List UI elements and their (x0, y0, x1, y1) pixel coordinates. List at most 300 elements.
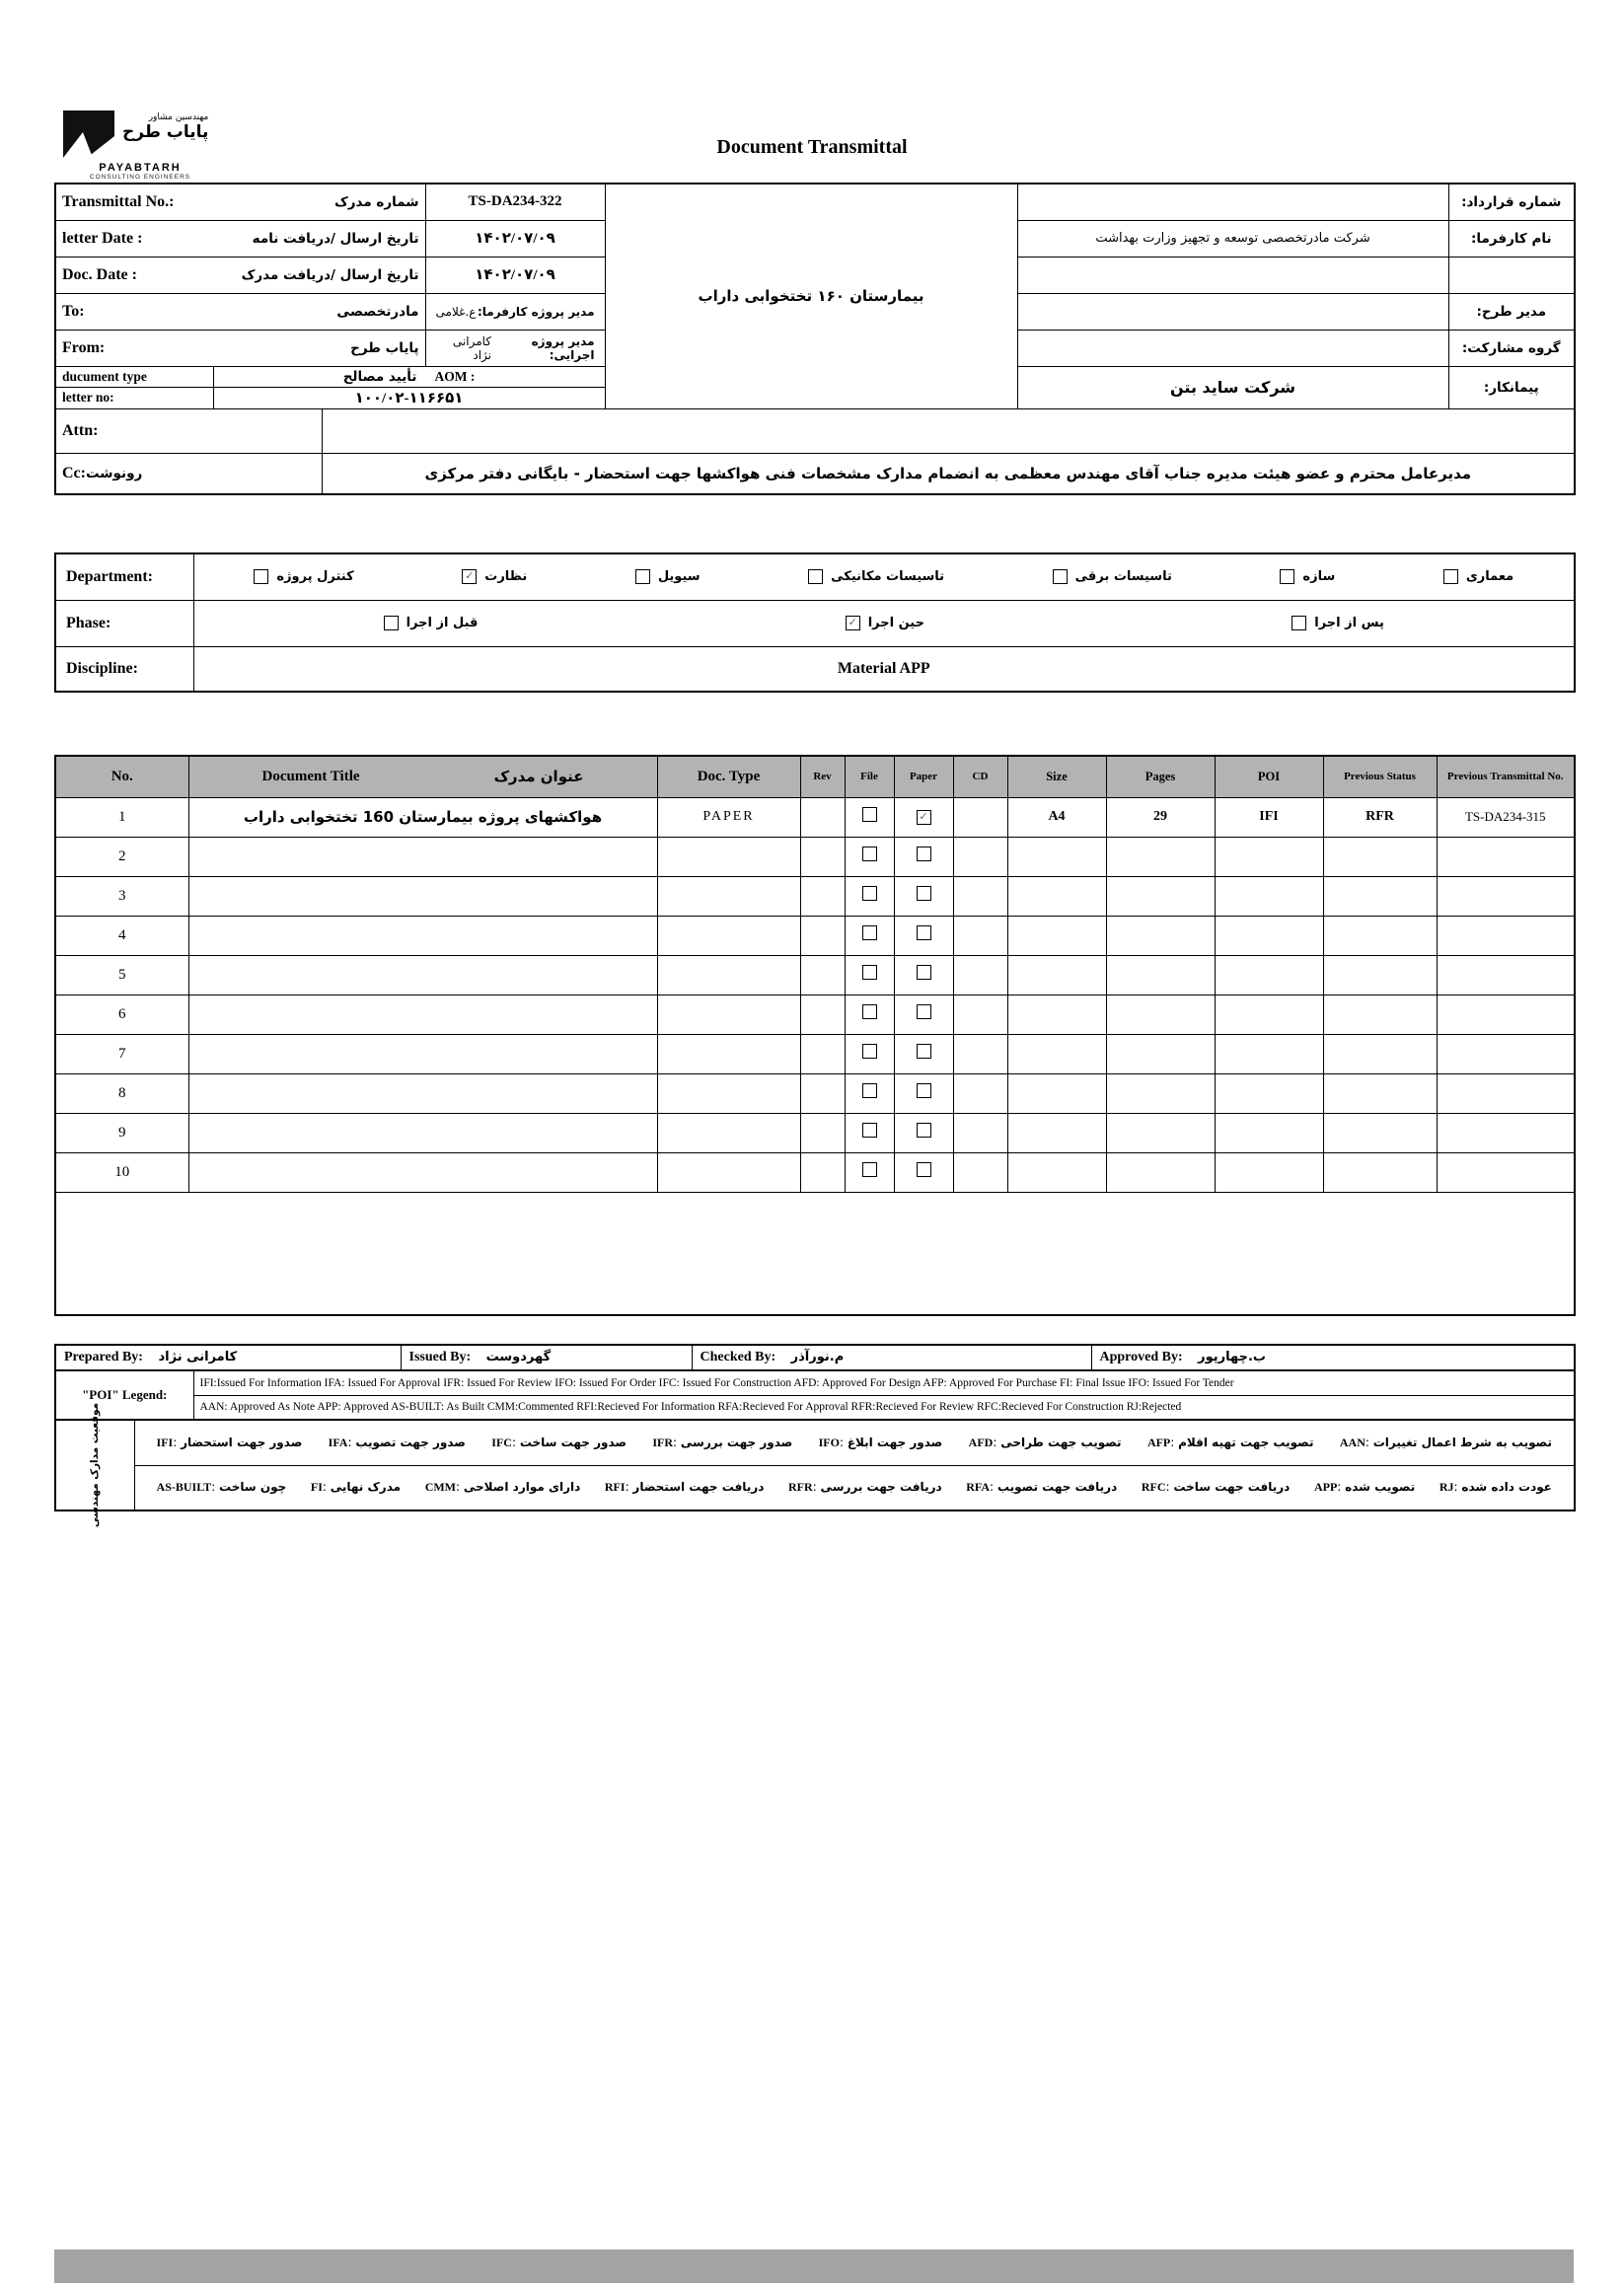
legend-entry-abbr: FI (310, 1480, 323, 1495)
row-pages (1106, 1034, 1215, 1073)
transmittal-no-value: TS-DA234-322 (425, 184, 605, 220)
legend-entry-abbr: RFC (1141, 1480, 1166, 1495)
attn-label: Attn: (55, 408, 322, 453)
contract-no-label: شماره قرارداد: (1448, 184, 1575, 220)
logo-company-fa: پایاب طرح (122, 122, 209, 142)
cc-label-en: Cc: (62, 464, 86, 481)
row-title (188, 1034, 657, 1073)
paper-checkbox[interactable] (917, 1044, 931, 1059)
col-header-poi: POI (1215, 756, 1323, 797)
checked-by-label: Checked By: (700, 1350, 776, 1364)
department-option (1280, 569, 1335, 584)
row-prev-transmittal (1437, 916, 1575, 955)
letter-date-label-fa: تاریخ ارسال /دریافت نامه (252, 230, 419, 247)
issued-by-value: گهردوست (485, 1350, 552, 1364)
logo-tagline-fa: مهندسین مشاور (148, 112, 209, 122)
approved-by-cell (1091, 1345, 1575, 1370)
legend-entry-desc: تصویب جهت تهیه اقلام (1178, 1435, 1314, 1449)
issued-by-label: Issued By: (408, 1350, 472, 1364)
to-value: مادرتخصصی (336, 303, 419, 320)
legend-entry: دریافت جهت تصویب :RFA (966, 1480, 1118, 1495)
signoff-table (54, 1344, 1576, 1371)
row-poi (1215, 1034, 1323, 1073)
row-prev-transmittal: TS-DA234-315 (1437, 797, 1575, 837)
legend-entry: دریافت جهت استحضار :RFI (604, 1480, 765, 1495)
attn-value-cell (322, 408, 1575, 453)
row-paper-cell (894, 1073, 953, 1113)
row-file-cell (845, 837, 894, 876)
department-label: Department: (55, 553, 193, 600)
phase-option (384, 616, 479, 630)
table-row (55, 837, 1575, 876)
row-no: 9 (55, 1113, 188, 1152)
department-option-checkbox[interactable] (1053, 569, 1068, 584)
row-title (188, 955, 657, 995)
row-title (188, 876, 657, 916)
row-size: A4 (1007, 797, 1106, 837)
legend-entry-desc: دارای موارد اصلاحی (463, 1480, 581, 1495)
row-poi (1215, 955, 1323, 995)
row-title (188, 916, 657, 955)
approved-by-label: Approved By: (1099, 1350, 1183, 1364)
row-title (188, 1113, 657, 1152)
row-title (188, 837, 657, 876)
legend-entry: تصویب شده :APP (1313, 1480, 1416, 1495)
legend-entry-desc: تصویب شده (1345, 1480, 1416, 1495)
doc-date-label-cell (55, 257, 425, 293)
department-option (1443, 569, 1513, 584)
legend-entry: دریافت جهت بررسی :RFR (788, 1480, 942, 1495)
discipline-label: Discipline: (55, 646, 193, 692)
table-row (55, 916, 1575, 955)
row-file-cell (845, 1113, 894, 1152)
row-paper-cell (894, 1113, 953, 1152)
poi-legend-table (54, 1369, 1576, 1421)
legend-entry: صدور جهت استحضار :IFI (156, 1435, 303, 1449)
transmittal-no-label-fa: شماره مدرک (333, 193, 419, 210)
client-pm-cell (425, 293, 605, 330)
partnership-group-label: گروه مشارکت: (1448, 330, 1575, 366)
department-options (200, 569, 1569, 584)
legend-entry: دارای موارد اصلاحی :CMM (424, 1480, 581, 1495)
col-header-doc-type: Doc. Type (657, 756, 800, 797)
row-no: 8 (55, 1073, 188, 1113)
cc-value: مدیرعامل محترم و عضو هیئت مدیره جناب آقای مهندس معظمی به انضمام مدارک مشخصات فنی هواکشها جهت استحضار - بایگانی دفتر مرکزی (322, 453, 1575, 494)
legend-entry-desc: تصویب به شرط اعمال تغییرات (1372, 1435, 1552, 1449)
row-rev (800, 1034, 845, 1073)
row-poi (1215, 995, 1323, 1034)
row-pages: 29 (1106, 797, 1215, 837)
department-option (254, 569, 353, 584)
paper-checkbox[interactable] (917, 1083, 931, 1098)
classification-table (54, 553, 1576, 693)
row-no: 10 (55, 1152, 188, 1192)
contract-no-value-cell (1017, 184, 1448, 220)
row-prev-transmittal (1437, 1034, 1575, 1073)
logo-company-en: PAYABTARH (99, 162, 182, 174)
row-size (1007, 1073, 1106, 1113)
col-header-title (188, 756, 657, 797)
phase-option-label: پس از اجرا (1314, 616, 1384, 630)
legend-entry: دریافت جهت ساخت :RFC (1141, 1480, 1291, 1495)
from-cell (55, 330, 425, 366)
row-cd (953, 876, 1007, 916)
department-option (808, 569, 944, 584)
row-no: 3 (55, 876, 188, 916)
document-type-label: ducument type (55, 366, 213, 387)
row-rev (800, 1073, 845, 1113)
legend-entry: تصویب جهت طراحی :AFD (968, 1435, 1122, 1449)
letter-date-label-cell (55, 220, 425, 257)
fa-legend-line1 (141, 1436, 1569, 1450)
department-option-label: سازه (1302, 569, 1336, 585)
row-cd (953, 995, 1007, 1034)
legend-entry-desc: دریافت جهت بررسی (820, 1480, 942, 1495)
row-pages (1106, 837, 1215, 876)
department-option-checkbox[interactable] (808, 569, 823, 584)
paper-checkbox[interactable] (917, 1004, 931, 1019)
table-row (55, 1152, 1575, 1192)
paper-checkbox[interactable]: ✓ (917, 810, 931, 825)
legend-entry-desc: عودت داده شده (1461, 1480, 1552, 1495)
department-option-label: کنترل پروژه (276, 569, 354, 585)
row-paper-cell (894, 995, 953, 1034)
department-option (635, 569, 701, 584)
department-option-checkbox[interactable] (1280, 569, 1294, 584)
paper-checkbox[interactable] (917, 965, 931, 980)
row-prev-transmittal (1437, 876, 1575, 916)
row-doc-type: PAPER (657, 797, 800, 837)
department-option (462, 569, 527, 584)
row-rev (800, 797, 845, 837)
checked-by-cell (692, 1345, 1091, 1370)
row-doc-type (657, 1113, 800, 1152)
legend-entry: چون ساخت :AS-BUILT (156, 1480, 287, 1495)
paper-checkbox[interactable] (917, 847, 931, 861)
row-paper-cell (894, 797, 953, 837)
department-option-checkbox[interactable] (1443, 569, 1458, 584)
doc-date-value: ۱۴۰۲/۰۷/۰۹ (425, 257, 605, 293)
row-file-cell (845, 876, 894, 916)
doc-date-label-fa: تاریخ ارسال /دریافت مدرک (241, 266, 419, 283)
empty-table-area (55, 1192, 1575, 1315)
table-row (55, 1034, 1575, 1073)
row-paper-cell (894, 837, 953, 876)
col-header-no: No. (55, 756, 188, 797)
prepared-by-cell (55, 1345, 401, 1370)
legend-entry-desc: تصویب جهت طراحی (1000, 1435, 1122, 1449)
checked-by-value: م.نورآذر (790, 1350, 845, 1364)
legend-entry-abbr: RFR (788, 1480, 813, 1495)
row-prev-transmittal (1437, 1113, 1575, 1152)
phase-label: Phase: (55, 600, 193, 646)
row-paper-cell (894, 1152, 953, 1192)
legend-entry-abbr: IFI (156, 1435, 174, 1449)
exec-pm-label: مدیر پروژه اجرایی: (531, 333, 595, 362)
issued-by-cell (401, 1345, 692, 1370)
exec-pm-value: کامرانی نژاد (452, 333, 492, 362)
row-paper-cell (894, 1034, 953, 1073)
row-rev (800, 995, 845, 1034)
row-prev-status (1323, 1113, 1437, 1152)
file-checkbox[interactable] (862, 1123, 877, 1138)
department-option-checkbox[interactable]: ✓ (462, 569, 477, 584)
legend-entry-abbr: RJ (1439, 1480, 1454, 1495)
fa-legend-line1-cell (134, 1420, 1575, 1465)
row-prev-transmittal (1437, 1152, 1575, 1192)
row-prev-status (1323, 1034, 1437, 1073)
legend-entry-desc: دریافت جهت استحضار (632, 1480, 765, 1495)
paper-checkbox[interactable] (917, 1162, 931, 1177)
to-cell (55, 293, 425, 330)
col-header-prev-status: Previous Status (1323, 756, 1437, 797)
row-no: 1 (55, 797, 188, 837)
row-poi (1215, 1152, 1323, 1192)
department-option-label: تاسیسات مکانیکی (831, 569, 945, 585)
phase-option (846, 616, 924, 630)
letter-date-label-en: letter Date : (62, 229, 143, 247)
poi-legend-line2: AAN: Approved As Note APP: Approved AS-BUILT: As Built CMM:Commented RFI:Recieved For Information RFA:Recieved For Approval RFR:Recieved For Review RFC:Recieved For Construction RJ:Rejected (193, 1395, 1575, 1420)
row-doc-type (657, 1034, 800, 1073)
row-size (1007, 837, 1106, 876)
file-checkbox[interactable] (862, 807, 877, 822)
paper-checkbox[interactable] (917, 1123, 931, 1138)
contractor-value: شرکت ساید بتن (1017, 366, 1448, 408)
row-title (188, 1073, 657, 1113)
legend-entry-abbr: IFO (818, 1435, 840, 1449)
row-no: 4 (55, 916, 188, 955)
row-prev-status: RFR (1323, 797, 1437, 837)
row-doc-type (657, 1152, 800, 1192)
file-checkbox[interactable] (862, 1004, 877, 1019)
col-header-prev-transmittal: Previous Transmittal No. (1437, 756, 1575, 797)
row-cd (953, 797, 1007, 837)
to-label: To: (62, 302, 85, 320)
col-header-file: File (845, 756, 894, 797)
phase-options (200, 616, 1569, 630)
from-value: پایاب طرح (350, 339, 419, 356)
legend-entry: صدور جهت ساخت :IFC (491, 1435, 627, 1449)
legend-entry-abbr: CMM (424, 1480, 457, 1495)
fa-legend-side-label: موقعیت مدارک مهندسی (89, 1402, 102, 1528)
row-poi (1215, 1113, 1323, 1152)
client-name-label: نام کارفرما: (1448, 220, 1575, 257)
doc-date-label-en: Doc. Date : (62, 265, 137, 283)
file-checkbox[interactable] (862, 1162, 877, 1177)
row-pages (1106, 876, 1215, 916)
phase-option-checkbox[interactable] (384, 616, 399, 630)
legend-entry-desc: صدور جهت ساخت (519, 1435, 627, 1449)
row-rev (800, 955, 845, 995)
row-rev (800, 1152, 845, 1192)
phase-option (1292, 616, 1384, 630)
row-file-cell (845, 1152, 894, 1192)
legend-entry-desc: صدور جهت تصویب (355, 1435, 466, 1449)
page-title: Document Transmittal (716, 136, 908, 158)
row-cd (953, 916, 1007, 955)
row-paper-cell (894, 876, 953, 916)
contractor-label: پیمانکار: (1448, 366, 1575, 408)
legend-entry-abbr: RFI (604, 1480, 626, 1495)
legend-entry-abbr: AS-BUILT (156, 1480, 212, 1495)
legend-entry: صدور جهت بررسی :IFR (652, 1435, 793, 1449)
legend-entry: تصویب به شرط اعمال تغییرات :AAN (1339, 1435, 1552, 1449)
row-file-cell (845, 916, 894, 955)
row-size (1007, 916, 1106, 955)
row-prev-status (1323, 916, 1437, 955)
transmittal-no-label-cell (55, 184, 425, 220)
legend-entry-desc: مدرک نهایی (330, 1480, 402, 1495)
legend-entry-abbr: IFC (491, 1435, 512, 1449)
client-name-value: شرکت مادرتخصصی توسعه و تجهیز وزارت بهداشت (1017, 220, 1448, 257)
col-header-size: Size (1007, 756, 1106, 797)
poi-legend-label: "POI" Legend: (55, 1370, 193, 1420)
legend-entry: صدور جهت ابلاغ :IFO (818, 1435, 943, 1449)
row-size (1007, 1152, 1106, 1192)
row-size (1007, 1034, 1106, 1073)
legend-entry: تصویب جهت تهیه اقلام :AFP (1146, 1435, 1314, 1449)
empty-cell (1017, 257, 1448, 293)
legend-entry-desc: دریافت جهت تصویب (997, 1480, 1118, 1495)
row-size (1007, 995, 1106, 1034)
row-no: 5 (55, 955, 188, 995)
department-option-checkbox[interactable] (635, 569, 650, 584)
cc-label-fa: رونوشت (85, 465, 143, 481)
row-doc-type (657, 876, 800, 916)
row-title: هواکشهای پروژه بیمارستان 160 تختخوابی داراب (188, 797, 657, 837)
letter-no-value: ۱۰۰/۰۲-۱۱۶۶۵۱ (213, 387, 605, 408)
document-type-value-en: AOM : (434, 368, 476, 384)
prepared-by-value: کامرانی نژاد (158, 1350, 238, 1364)
row-prev-status (1323, 876, 1437, 916)
col-header-rev: Rev (800, 756, 845, 797)
legend-entry-desc: صدور جهت ابلاغ (847, 1435, 943, 1449)
row-file-cell (845, 797, 894, 837)
department-option-label: سیویل (657, 569, 701, 585)
department-option-label: نظارت (484, 569, 528, 585)
client-pm-label: مدیر پروژه کارفرما: (477, 304, 595, 319)
fa-legend-side-label-cell (55, 1402, 134, 1528)
file-checkbox[interactable] (862, 847, 877, 861)
fa-legend-line2 (141, 1480, 1569, 1495)
legend-entry-abbr: AAN (1339, 1435, 1366, 1449)
row-prev-transmittal (1437, 1073, 1575, 1113)
table-row (55, 955, 1575, 995)
row-poi (1215, 876, 1323, 916)
table-row (55, 1113, 1575, 1152)
row-cd (953, 955, 1007, 995)
row-pages (1106, 916, 1215, 955)
exec-pm-cell (425, 330, 605, 366)
row-doc-type (657, 995, 800, 1034)
row-rev (800, 1113, 845, 1152)
documents-header-row (55, 756, 1575, 797)
row-prev-transmittal (1437, 837, 1575, 876)
file-checkbox[interactable] (862, 925, 877, 940)
paper-checkbox[interactable] (917, 925, 931, 940)
row-prev-status (1323, 955, 1437, 995)
file-checkbox[interactable] (862, 965, 877, 980)
legend-entry-abbr: AFP (1146, 1435, 1171, 1449)
from-label: From: (62, 338, 106, 356)
col-header-title-fa: عنوان مدرک (493, 768, 584, 786)
row-title (188, 1152, 657, 1192)
row-prev-status (1323, 995, 1437, 1034)
prepared-by-label: Prepared By: (64, 1350, 143, 1364)
row-doc-type (657, 1073, 800, 1113)
file-checkbox[interactable] (862, 1044, 877, 1059)
row-title (188, 995, 657, 1034)
approved-by-value: ب.چهارپور (1198, 1350, 1266, 1364)
empty-table-area-row (55, 1192, 1575, 1315)
cc-label-cell (55, 453, 322, 494)
row-poi (1215, 916, 1323, 955)
legend-entry-desc: دریافت جهت ساخت (1173, 1480, 1291, 1495)
documents-table (54, 755, 1576, 1316)
phase-option-label: قبل از اجرا (406, 616, 479, 630)
col-header-title-en: Document Title (261, 768, 360, 784)
project-name: بیمارستان ۱۶۰ تختخوابی داراب (605, 184, 1017, 408)
legend-entry-desc: چون ساخت (219, 1480, 287, 1495)
legend-entry-abbr: RFA (966, 1480, 991, 1495)
row-no: 2 (55, 837, 188, 876)
phase-option-checkbox[interactable] (1292, 616, 1306, 630)
file-checkbox[interactable] (862, 886, 877, 901)
department-options-cell (193, 553, 1575, 600)
row-pages (1106, 995, 1215, 1034)
letter-no-label: letter no: (55, 387, 213, 408)
row-prev-status (1323, 1073, 1437, 1113)
row-paper-cell (894, 916, 953, 955)
row-rev (800, 837, 845, 876)
document-type-value-cell (213, 366, 605, 387)
discipline-value: Material APP (193, 646, 1575, 692)
row-size (1007, 876, 1106, 916)
row-prev-status (1323, 837, 1437, 876)
department-option-checkbox[interactable] (254, 569, 268, 584)
table-row (55, 1073, 1575, 1113)
row-poi: IFI (1215, 797, 1323, 837)
row-prev-transmittal (1437, 995, 1575, 1034)
empty-cell (1448, 257, 1575, 293)
row-cd (953, 1034, 1007, 1073)
row-rev (800, 876, 845, 916)
transmittal-no-label-en: Transmittal No.: (62, 192, 175, 210)
table-row (55, 995, 1575, 1034)
legend-entry-desc: صدور جهت بررسی (680, 1435, 793, 1449)
row-doc-type (657, 955, 800, 995)
phase-option-checkbox[interactable]: ✓ (846, 616, 860, 630)
row-cd (953, 1113, 1007, 1152)
row-paper-cell (894, 955, 953, 995)
phase-option-label: حین اجرا (867, 616, 924, 630)
file-checkbox[interactable] (862, 1083, 877, 1098)
department-option-label: تاسیسات برقی (1074, 569, 1172, 585)
row-file-cell (845, 1034, 894, 1073)
legend-entry-abbr: IFR (652, 1435, 674, 1449)
row-size (1007, 955, 1106, 995)
paper-checkbox[interactable] (917, 886, 931, 901)
poi-legend-line1: IFI:Issued For Information IFA: Issued For Approval IFR: Issued For Review IFO: Issued For Order IFC: Issued For Construction AFD: Approved For Design AFP: Approved For Purchase FI: Final Issue IFO: Issued For Tender (193, 1370, 1575, 1395)
row-pages (1106, 1152, 1215, 1192)
table-row (55, 876, 1575, 916)
client-pm-value: ع.غلامی (435, 304, 477, 319)
document-type-value-fa: تأیید مصالح (342, 368, 417, 385)
row-prev-transmittal (1437, 955, 1575, 995)
department-option (1053, 569, 1172, 584)
logo-subtitle-en: CONSULTING ENGINEERS (89, 174, 191, 181)
legend-entry-desc: صدور جهت استحضار (181, 1435, 303, 1449)
